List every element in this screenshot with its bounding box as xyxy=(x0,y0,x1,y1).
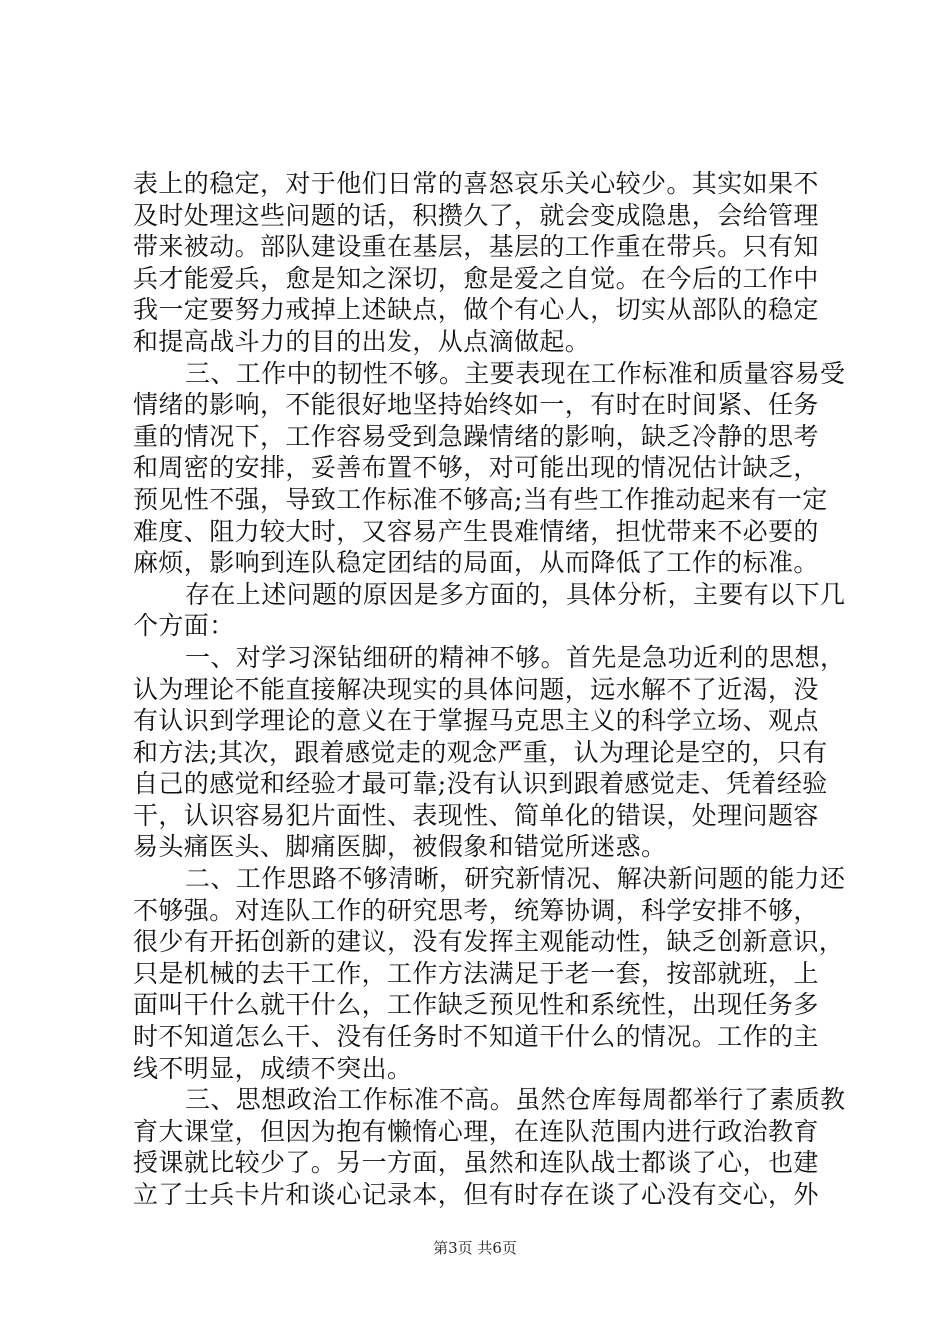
text-line: 线不明显，成绩不突出。 xyxy=(133,1053,413,1083)
text-line: 难度、阻力较大时，又容易产生畏难情绪，担忧带来不必要的 xyxy=(133,516,819,546)
text-line: 只是机械的去干工作，工作方法满足于老一套，按部就班，上 xyxy=(133,958,819,988)
document-body xyxy=(133,168,846,1211)
text-line: 授课就比较少了。另一方面，虽然和连队战士都谈了心，也建 xyxy=(133,1148,819,1178)
text-line: 表上的稳定，对于他们日常的喜怒哀乐关心较少。其实如果不 xyxy=(133,169,819,198)
paragraph-start-line: 存在上述问题的原因是多方面的，具体分析，主要有以下几 xyxy=(185,579,846,609)
text-line: 自己的感觉和经验才最可靠;没有认识到跟着感觉走、凭着经验 xyxy=(133,769,828,799)
text-line: 我一定要努力戒掉上述缺点，做个有心人，切实从部队的稳定 xyxy=(133,295,819,325)
text-line: 及时处理这些问题的话，积攒久了，就会变成隐患，会给管理 xyxy=(133,200,819,230)
text-line: 认为理论不能直接解决现实的具体问题，远水解不了近渴，没 xyxy=(133,674,819,704)
page-number: 第3页 共6页 xyxy=(433,1239,517,1257)
text-line: 麻烦，影响到连队稳定团结的局面，从而降低了工作的标准。 xyxy=(133,548,819,578)
text-line: 和提高战斗力的目的出发，从点滴做起。 xyxy=(133,326,591,356)
text-line: 立了士兵卡片和谈心记录本，但有时存在谈了心没有交心，外 xyxy=(133,1180,819,1209)
text-line: 时不知道怎么干、没有任务时不知道干什么的情况。工作的主 xyxy=(133,1022,819,1052)
text-line: 不够强。对连队工作的研究思考，统筹协调，科学安排不够， xyxy=(133,895,819,925)
paragraph-start-line: 二、工作思路不够清晰，研究新情况、解决新问题的能力还 xyxy=(185,864,846,894)
paragraph-start-line: 三、思想政治工作标准不高。虽然仓库每周都举行了素质教 xyxy=(185,1085,846,1115)
text-line: 面叫干什么就干什么，工作缺乏预见性和系统性，出现任务多 xyxy=(133,990,819,1020)
text-line: 重的情况下，工作容易受到急躁情绪的影响，缺乏冷静的思考 xyxy=(133,421,819,451)
text-line: 个方面： xyxy=(133,611,235,641)
text-line: 预见性不强，导致工作标准不够高;当有些工作推动起来有一定 xyxy=(133,484,828,514)
paragraph-start-line: 一、对学习深钻细研的精神不够。首先是急功近利的思想， xyxy=(185,642,846,672)
text-line: 很少有开拓创新的建议，没有发挥主观能动性，缺乏创新意识， xyxy=(133,927,845,957)
text-line: 情绪的影响，不能很好地坚持始终如一，有时在时间紧、任务 xyxy=(133,390,819,420)
text-line: 和方法;其次，跟着感觉走的观念严重，认为理论是空的，只有 xyxy=(133,737,828,767)
text-line: 干，认识容易犯片面性、表现性、简单化的错误，处理问题容 xyxy=(133,800,819,830)
text-line: 易头痛医头、脚痛医脚，被假象和错觉所迷惑。 xyxy=(133,832,667,862)
text-line: 兵才能爱兵，愈是知之深切，愈是爱之自觉。在今后的工作中 xyxy=(133,263,819,293)
text-line: 有认识到学理论的意义在于掌握马克思主义的科学立场、观点 xyxy=(133,706,819,736)
text-line: 育大课堂，但因为抱有懒惰心理，在连队范围内进行政治教育 xyxy=(133,1116,819,1146)
text-line: 带来被动。部队建设重在基层，基层的工作重在带兵。只有知 xyxy=(133,232,819,262)
text-line: 和周密的安排，妥善布置不够，对可能出现的情况估计缺乏， xyxy=(133,453,819,483)
paragraph-start-line: 三、工作中的韧性不够。主要表现在工作标准和质量容易受 xyxy=(185,358,846,388)
